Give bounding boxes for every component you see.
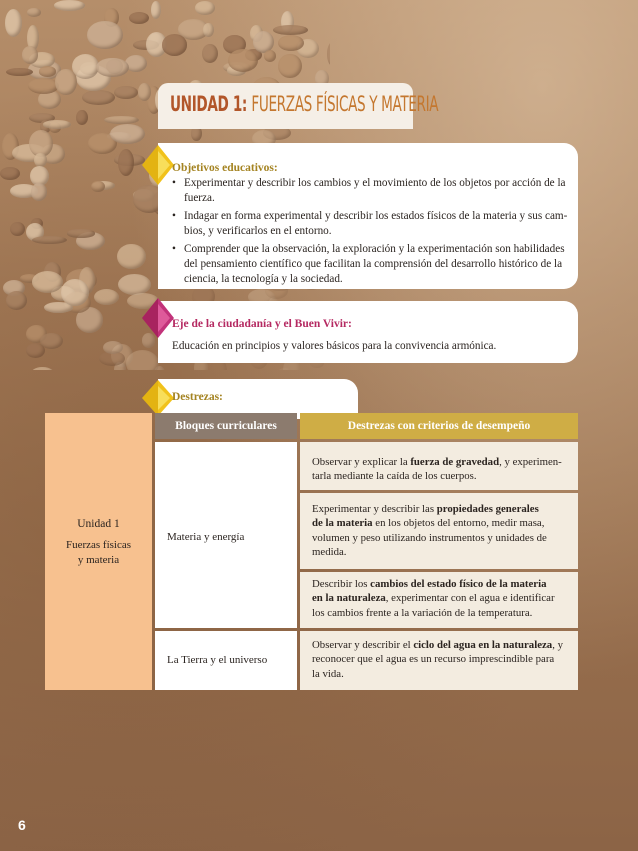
objetivo-item: • Experimentar y describir los cambios y el movimiento de los objetos por acción de la fuerza. [170,176,570,205]
column-header-destrezas: Destrezas con criterios de desempeño [300,413,578,439]
objetivos-heading: Objetivos educativos: [172,162,278,174]
unit-label: Unidad 1 [77,518,120,530]
eje-panel [158,301,578,363]
destreza-text: Describir los cambios del estado físico de la materia en la naturaleza, experimentar con el agua e identificar los cambios frente a la variación de la temperatura. [312,578,555,619]
unit-name: y materia [77,554,120,566]
bloque-label: La Tierra y el universo [167,654,268,666]
destreza-text: Observar y describir el ciclo del agua en la naturaleza, y reconocer que el agua es un recurso imprescindible para la vida. [312,639,563,680]
page-number: 6 [18,817,26,833]
fan-ornament-magenta-icon [140,296,176,340]
destreza-text: Experimentar y describir las propiedades generales de la materia en los objetos del entorno, medir masa, volumen y peso utilizando instrumentos y unidades de medida. [312,503,547,559]
objetivo-item: • Comprender que la observación, la exploración y la experimentación son habilidades del pensamiento científico que facilitan la comprensión del desarrollo histórico de la ciencia, la tecnología y la sociedad. [170,242,570,286]
destrezas-heading: Destrezas: [172,391,223,403]
fan-ornament-yellow-icon [140,378,176,418]
objetivo-item: • Indagar en forma experimental y describir los estados físicos de la materia y sus cam- bios, y verificarlos en el entorno. [170,209,570,238]
objetivos-list [170,176,570,290]
unit-name: Fuerzas físicas [65,539,132,551]
column-header-bloques: Bloques curriculares [155,413,297,439]
unit-title [170,92,438,116]
eje-heading: Eje de la ciudadanía y el Buen Vivir: [172,318,352,330]
unit-title-rest: FUERZAS FÍSICAS Y MATERIA [251,92,439,116]
eje-text: Educación en principios y valores básicos para la convivencia armónica. [172,340,497,352]
destreza-text: Observar y explicar la fuerza de gravedad, y experimen- tarla mediante la caída de los cuerpos. [312,456,562,483]
bloque-label: Materia y energía [167,531,245,543]
unit-title-prefix: UNIDAD 1: [170,92,248,116]
unit-label-block [45,517,152,568]
